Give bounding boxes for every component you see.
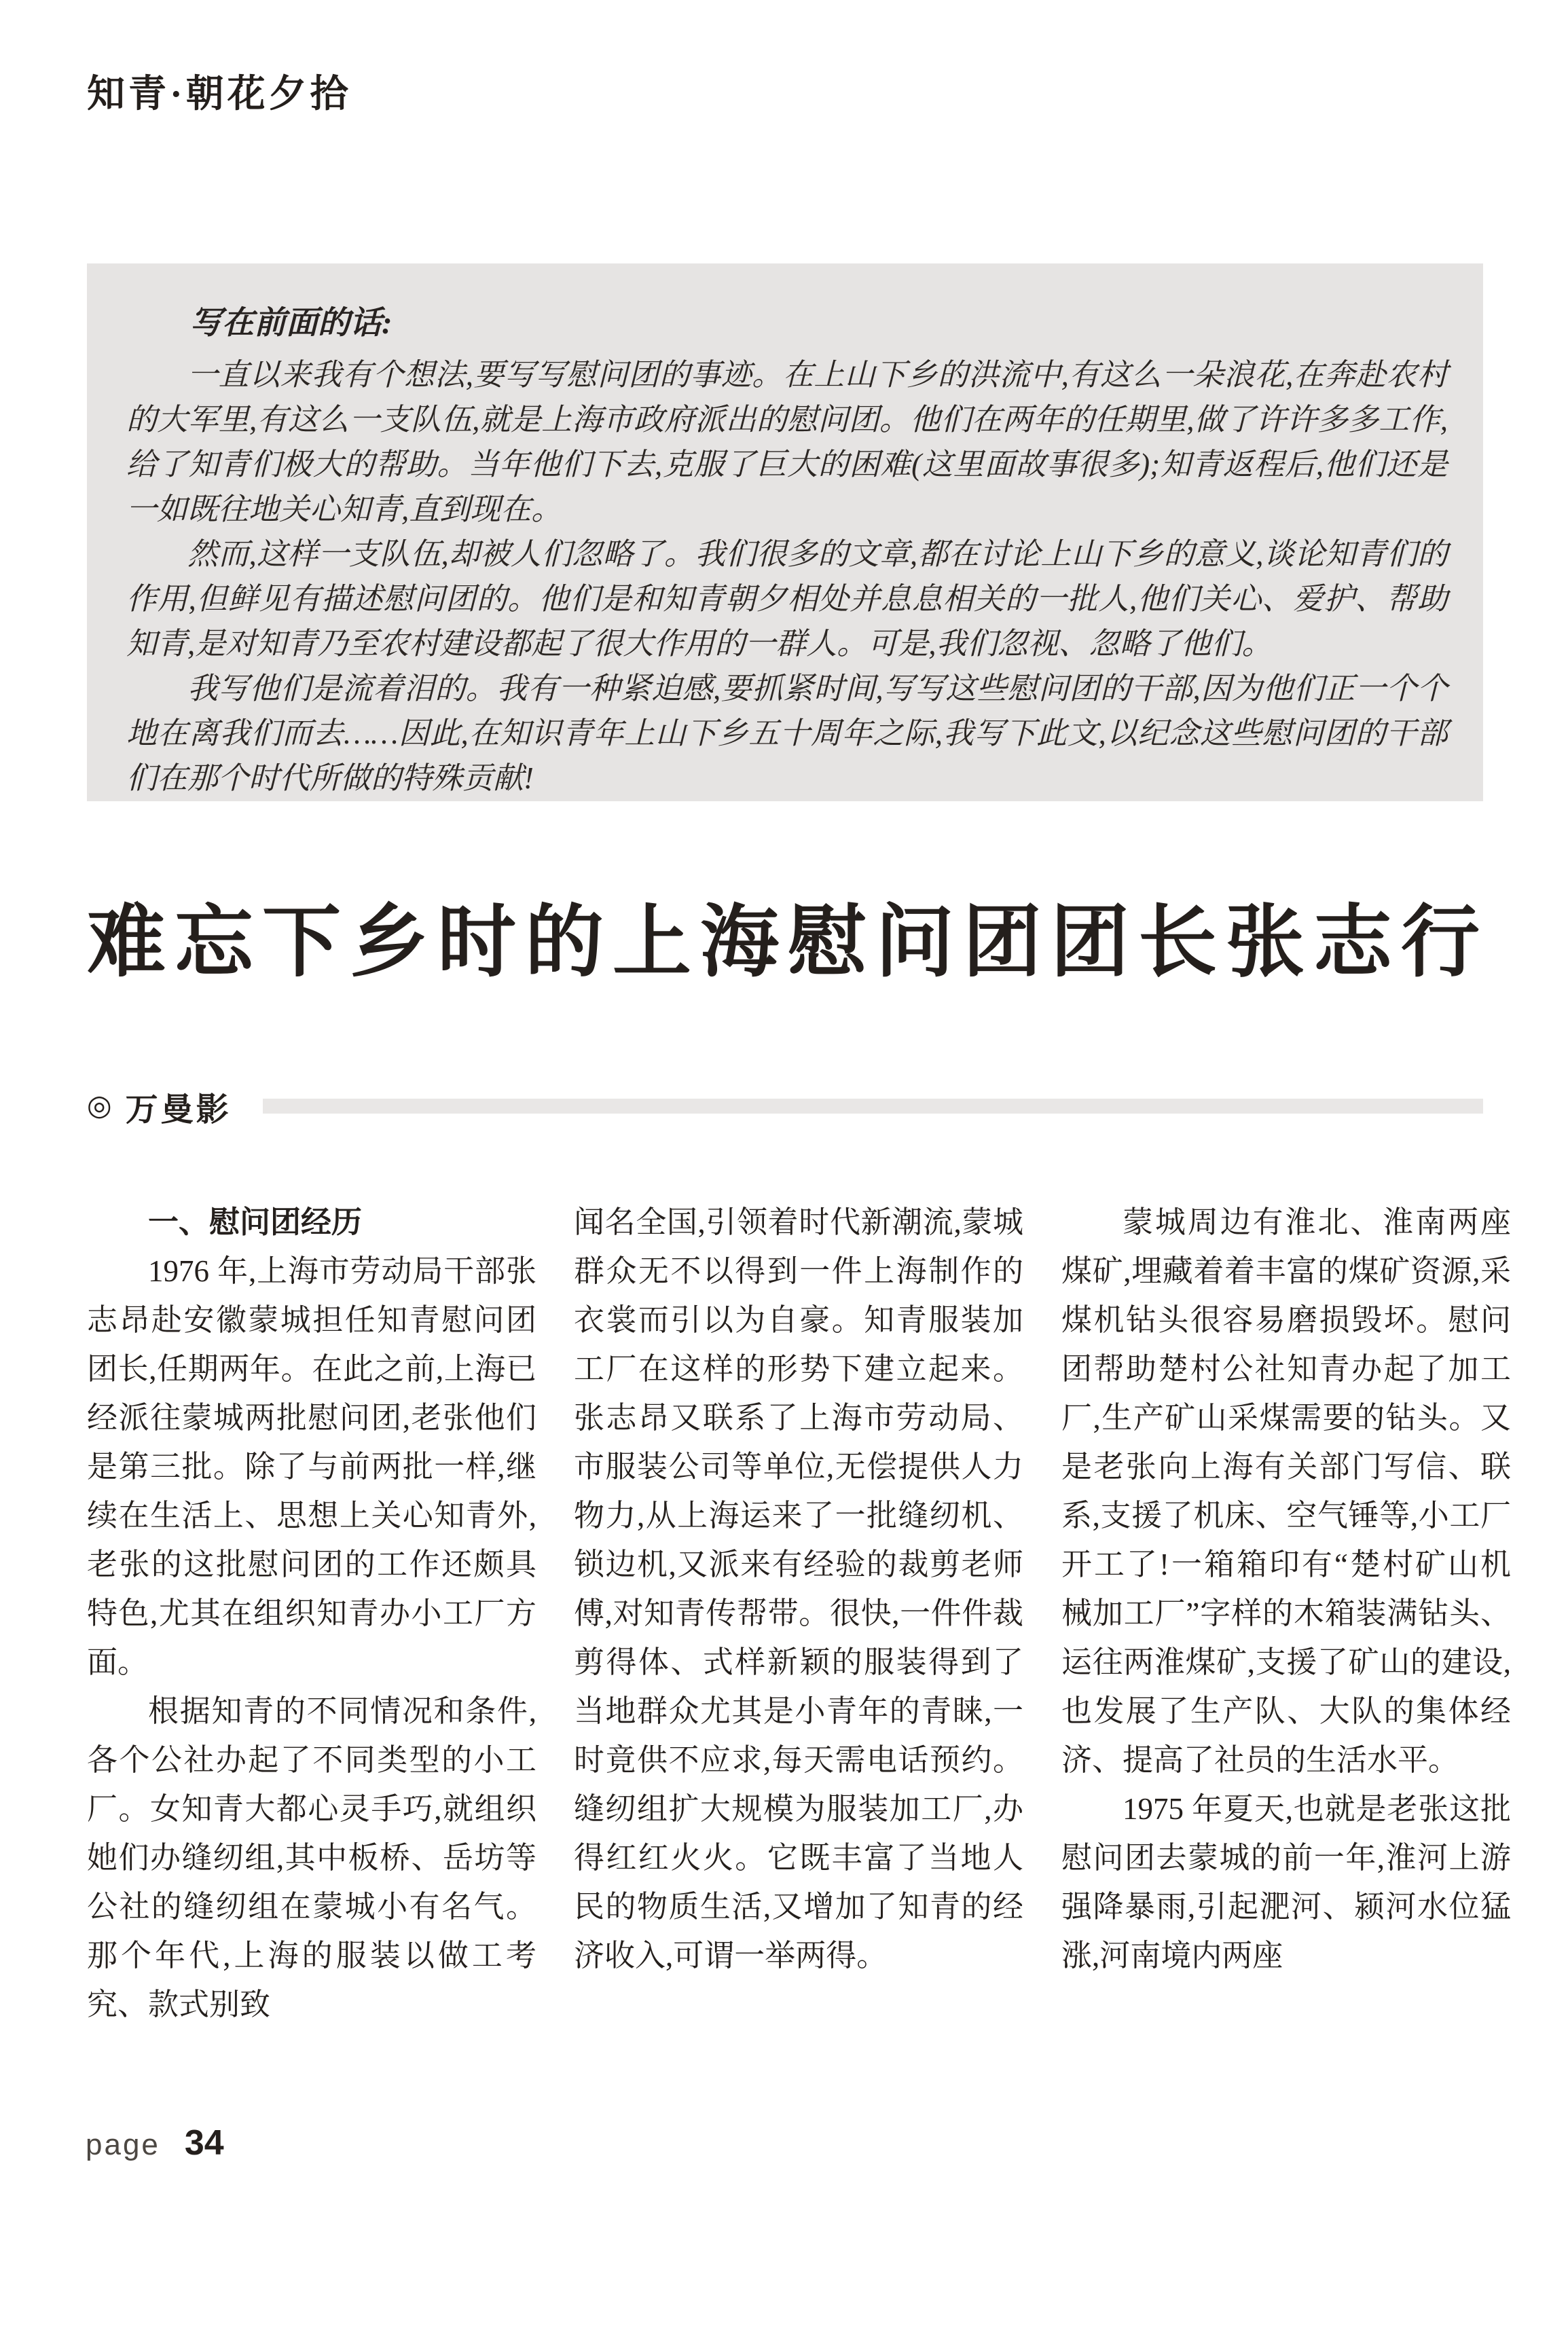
intro-paragraph: 然而,这样一支队伍,却被人们忽略了。我们很多的文章,都在讨论上山下乡的意义,谈论知青们的作用,但鲜见有描述慰问团的。他们是和知青朝夕相处并息息相关的一批人,他们关心、爱护、帮助知青,是对知青乃至农村建设都起了很大作用的一群人。可是,我们忽视、忽略了他们。: [126, 537, 1448, 661]
author-row: [87, 1084, 1483, 1129]
intro-paragraph: 一直以来我有个想法,要写写慰问团的事迹。在上山下乡的洪流中,有这么一朵浪花,在奔赴农村的大军里,有这么一支队伍,就是上海市政府派出的慰问团。他们在两年的任期里,做了许许多多工作,给了知青们极大的帮助。当年他们下去,克服了巨大的困难(这里面故事很多);知青返程后,他们还是一如既往地关心知青,直到现在。: [126, 358, 1448, 526]
page-number: 34: [184, 2123, 224, 2163]
text-column-1: [87, 1198, 536, 2029]
text-column-2: [574, 1198, 1023, 1980]
body-paragraph: 蒙城周边有淮北、淮南两座煤矿,埋藏着着丰富的煤矿资源,采煤机钻头很容易磨损毁坏。慰问团帮助楚村公社知青办起了加工厂,生产矿山采煤需要的钻头。又是老张向上海有关部门写信、联系,支援了机床、空气锤等,小工厂开工了!一箱箱印有“楚村矿山机械加工厂”字样的木箱装满钻头、运往两淮煤矿,支援了矿山的建设,也发展了生产队、大队的集体经济、提高了社员的生活水平。: [1061, 1205, 1511, 1777]
body-paragraph: 根据知青的不同情况和条件,各个公社办起了不同类型的小工厂。女知青大都心灵手巧,就组织她们办缝纫组,其中板桥、岳坊等公社的缝纫组在蒙城小有名气。那个年代,上海的服装以做工考究、款式别致: [87, 1694, 536, 2021]
article-title: 难忘下乡时的上海慰问团团长张志行: [87, 896, 1489, 988]
body-paragraph: 1975 年夏天,也就是老张这批慰问团去蒙城的前一年,淮河上游强降暴雨,引起淝河、颍河水位猛涨,河南境内两座: [1061, 1792, 1511, 1973]
body-paragraph: 1976 年,上海市劳动局干部张志昂赴安徽蒙城担任知青慰问团团长,任期两年。在此之前,上海已经派往蒙城两批慰问团,老张他们是第三批。除了与前两批一样,继续在生活上、思想上关心知青外,老张的这批慰问团的工作还颇具特色,尤其在组织知青办小工厂方面。: [87, 1254, 536, 1679]
page-footer: [86, 2123, 224, 2163]
author-bullet-icon: ◎: [87, 1091, 112, 1122]
intro-paragraph: 我写他们是流着泪的。我有一种紧迫感,要抓紧时间,写写这些慰问团的干部,因为他们正一个个地在离我们而去……因此,在知识青年上山下乡五十周年之际,我写下此文,以纪念这些慰问团的干部们在那个时代所做的特殊贡献!: [126, 672, 1448, 795]
section-header: 知青·朝花夕拾: [87, 73, 352, 115]
page-footer-label: page: [86, 2128, 160, 2161]
author-divider: [263, 1099, 1483, 1114]
author-name: 万曼影: [125, 1091, 232, 1128]
body-paragraph: 闻名全国,引领着时代新潮流,蒙城群众无不以得到一件上海制作的衣裳而引以为自豪。知青服装加工厂在这样的形势下建立起来。张志昂又联系了上海市劳动局、市服装公司等单位,无偿提供人力物力,从上海运来了一批缝纫机、锁边机,又派来有经验的裁剪老师傅,对知青传帮带。很快,一件件裁剪得体、式样新颖的服装得到了当地群众尤其是小青年的青睐,一时竟供不应求,每天需电话预约。缝纫组扩大规模为服装加工厂,办得红红火火。它既丰富了当地人民的物质生活,又增加了知青的经济收入,可谓一举两得。: [574, 1205, 1023, 1973]
intro-box: [87, 263, 1483, 801]
section-heading: 一、慰问团经历: [148, 1205, 363, 1239]
intro-heading: 写在前面的话:: [190, 306, 393, 341]
text-column-3: [1061, 1198, 1511, 1980]
